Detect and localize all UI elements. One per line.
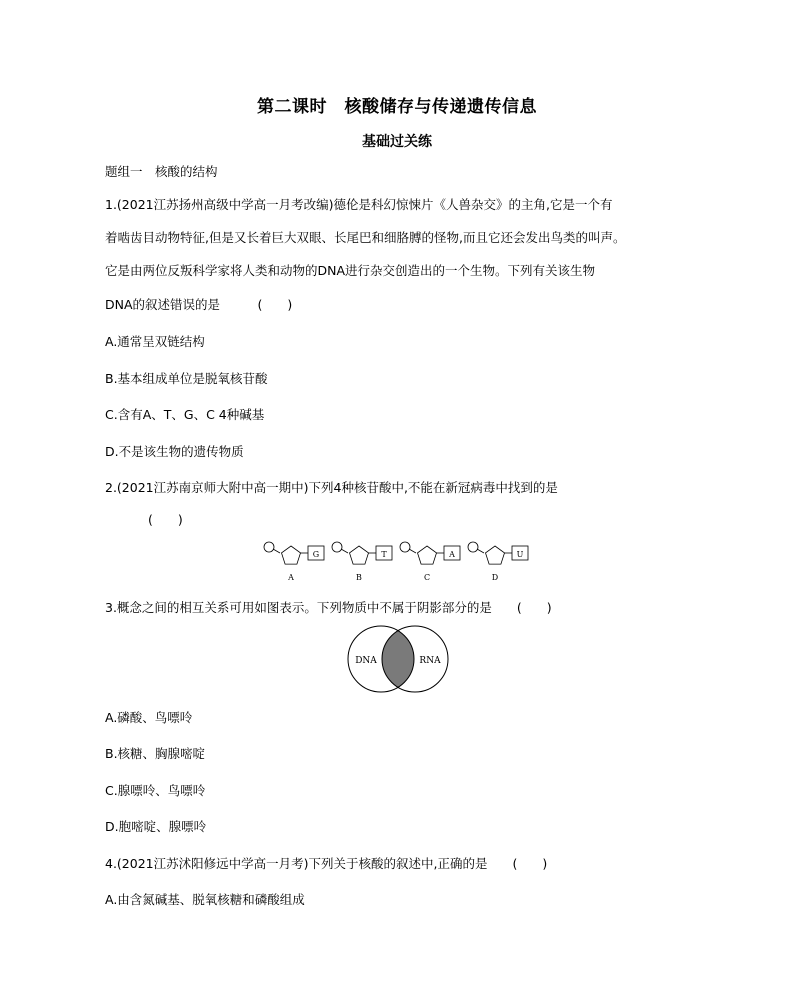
phosphate-bond: [409, 549, 416, 553]
group-heading: 题组一 核酸的结构: [105, 164, 218, 179]
venn-label-rna: RNA: [419, 656, 441, 666]
venn-label-dna: DNA: [355, 656, 377, 666]
q4-option-a: A.由含氮碱基、脱氧核糖和磷酸组成: [105, 892, 305, 907]
nucleotide-C: [400, 542, 460, 582]
nucleotide-label: A: [288, 573, 294, 582]
q3-option-a: A.磷酸、鸟嘌呤: [105, 710, 193, 725]
nucleotide-label: B: [356, 573, 362, 582]
nucleotide-D: [468, 542, 528, 582]
q3-option-b: B.核糖、胸腺嘧啶: [105, 746, 206, 761]
q1-option-c: C.含有A、T、G、C 4种碱基: [105, 407, 265, 422]
phosphate-circle: [264, 542, 274, 552]
phosphate-circle: [332, 542, 342, 552]
base-letter: T: [381, 550, 387, 559]
q4-stem: 4.(2021江苏沭阳修远中学高一月考)下列关于核酸的叙述中,正确的是 ( ): [105, 856, 548, 871]
base-letter: U: [516, 550, 524, 559]
phosphate-circle: [468, 542, 478, 552]
pentose-sugar: [350, 546, 369, 564]
phosphate-bond: [273, 549, 280, 553]
nucleotide-A: [264, 542, 324, 582]
q3-option-d: D.胞嘧啶、腺嘌呤: [105, 819, 207, 834]
pentose-sugar: [486, 546, 505, 564]
nucleotide-label: C: [423, 573, 431, 582]
q1-stem-line3: 它是由两位反叛科学家将人类和动物的DNA进行杂交创造出的一个生物。下列有关该生物: [105, 263, 596, 278]
pentose-sugar: [418, 546, 437, 564]
q1-option-b: B.基本组成单位是脱氧核苷酸: [105, 371, 268, 386]
phosphate-bond: [341, 549, 348, 553]
q1-stem-line2: 着啮齿目动物特征,但是又长着巨大双眼、长尾巴和细胳膊的怪物,而且它还会发出鸟类的叫声。: [105, 230, 626, 245]
q2-answer-paren: ( ): [148, 512, 183, 527]
venn-diagram: [346, 624, 450, 694]
nucleotide-B: [332, 542, 392, 582]
nucleotide-figure: [258, 538, 538, 584]
q1-option-a: A.通常呈双链结构: [105, 334, 205, 349]
q1-stem-line1: 1.(2021江苏扬州高级中学高一月考改编)德伦是科幻惊悚片《人兽杂交》的主角,它是一个有: [105, 197, 613, 212]
base-letter: G: [312, 550, 320, 559]
phosphate-bond: [477, 549, 484, 553]
base-letter: A: [449, 550, 455, 559]
q3-stem: 3.概念之间的相互关系可用如图表示。下列物质中不属于阴影部分的是 ( ): [105, 600, 552, 615]
nucleotide-label: D: [491, 573, 499, 582]
phosphate-circle: [400, 542, 410, 552]
page-subtitle: 基础过关练: [362, 134, 432, 150]
q2-stem-line1: 2.(2021江苏南京师大附中高一期中)下列4种核苷酸中,不能在新冠病毒中找到的是: [105, 480, 558, 495]
page-title: 第二课时 核酸储存与传递遗传信息: [257, 97, 537, 117]
q1-option-d: D.不是该生物的遗传物质: [105, 444, 244, 459]
q3-option-c: C.腺嘌呤、鸟嘌呤: [105, 783, 206, 798]
pentose-sugar: [282, 546, 301, 564]
q1-stem-line4: DNA的叙述错误的是 ( ): [105, 297, 293, 312]
